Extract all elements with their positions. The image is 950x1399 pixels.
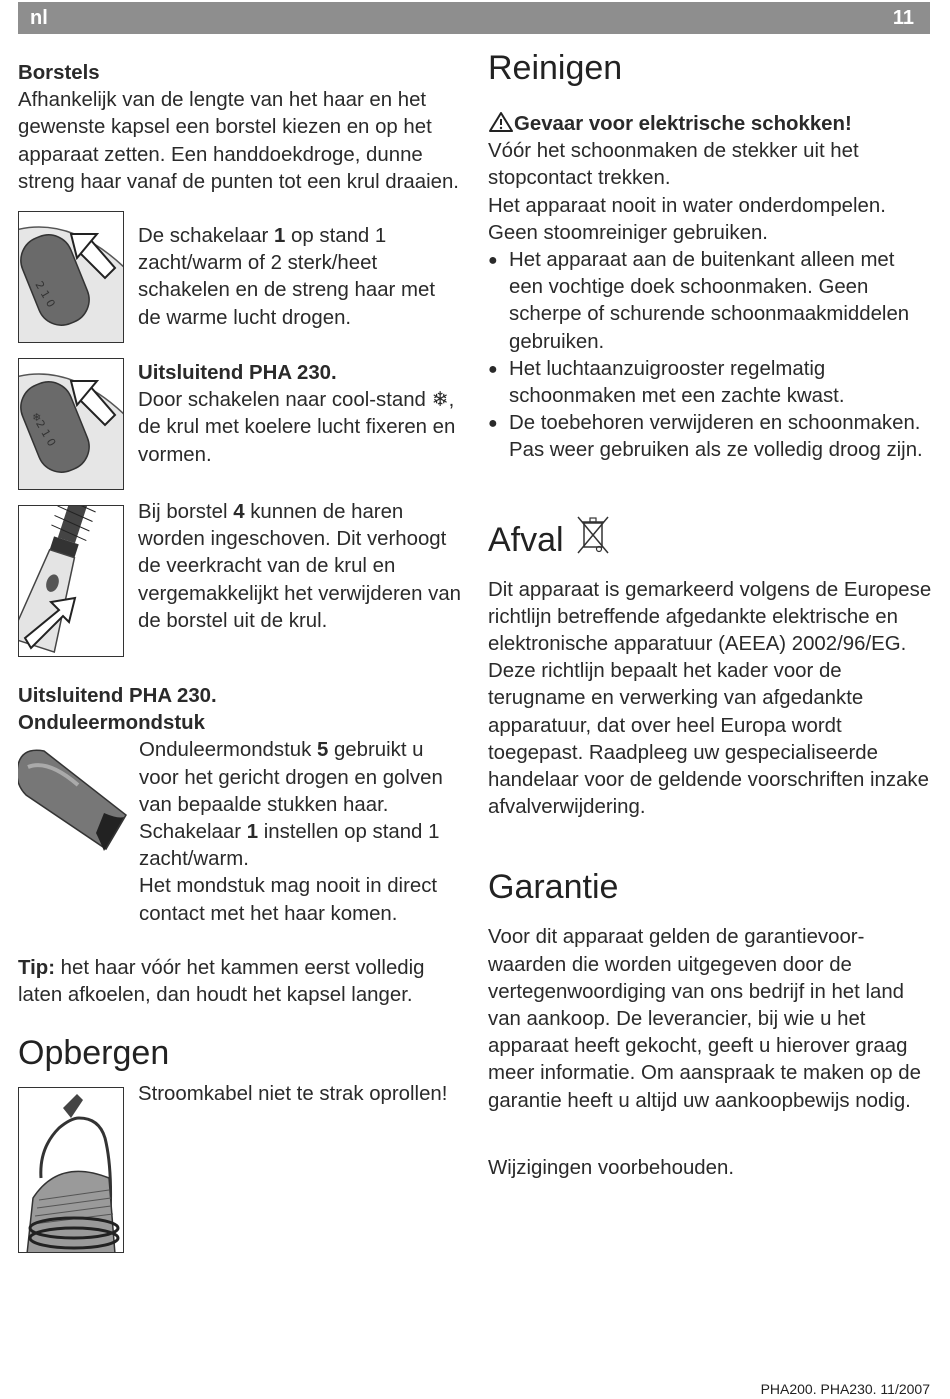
brush-release-illustration-icon bbox=[18, 505, 124, 657]
opbergen-title: Opbergen bbox=[18, 1034, 170, 1073]
language-label: nl bbox=[30, 7, 48, 29]
ondul-title-2: Onduleermondstuk bbox=[18, 712, 205, 735]
step-nozzle bbox=[18, 737, 463, 927]
list-item: ● De toebehoren verwijderen en schoonmaken. Pas weer gebruiken als ze volledig droog zijn. bbox=[488, 410, 933, 464]
step-brush-text-c: kunnen de haren worden ingeschoven. Dit verhoogt de veerkracht van de krul en vergemakkelijkt het verwijderen van de borstel uit de krul. bbox=[138, 501, 461, 632]
ondul-p1 bbox=[139, 737, 463, 819]
reinigen-p1: Vóór het schoonmaken de stekker uit het stopcontact trekken. bbox=[488, 140, 859, 190]
right-column bbox=[488, 48, 933, 1182]
tip-label: Tip: bbox=[18, 956, 55, 979]
nozzle-illustration-icon bbox=[18, 737, 124, 857]
reinigen-title: Reinigen bbox=[488, 49, 623, 87]
step-brush-text-a: Bij borstel bbox=[138, 501, 234, 524]
warning-text: Gevaar voor elektrische schokken! bbox=[514, 113, 852, 135]
ondul-p1-c: gebruikt u voor het gericht drogen en golven van bepaalde stukken haar. bbox=[139, 739, 443, 816]
wijzigingen-text: Wijzigingen voorbehouden. bbox=[488, 1156, 734, 1179]
ondul-p2-a: Schakelaar bbox=[139, 821, 247, 844]
ondul-p2 bbox=[139, 819, 463, 873]
step-storage bbox=[18, 1083, 463, 1253]
step-cool-text-a: Door schakelen naar cool-stand bbox=[138, 389, 432, 412]
step-cool-text-b: , de krul met koelere lucht fixeren en vormen. bbox=[138, 389, 456, 466]
step-switch bbox=[18, 211, 463, 343]
page-number: 11 bbox=[892, 7, 914, 29]
borstels-text: Afhankelijk van de lengte van het haar en het gewenste kapsel een borstel kiezen en op het apparaat zetten. Een handdoekdroge, dunne streng haar vanaf de punten tot een krul draaien. bbox=[18, 89, 459, 193]
list-item: ● Het apparaat aan de buitenkant alleen met een vochtige doek schoonmaken. Geen scherpe of schurende schoonmaakmiddelen gebruiken. bbox=[488, 247, 933, 356]
step-nozzle-text-block bbox=[139, 737, 463, 927]
afval-title bbox=[488, 513, 933, 560]
ondul-p2-c: instellen op stand 1 zacht/warm. bbox=[139, 821, 440, 871]
cable-storage-illustration-icon bbox=[18, 1087, 124, 1253]
warning-line bbox=[488, 111, 933, 138]
step-switch-number: 1 bbox=[274, 225, 286, 248]
left-column bbox=[18, 48, 463, 1253]
svg-text:❄2 1 0: ❄2 1 0 bbox=[28, 410, 59, 449]
ondul-p3: Het mondstuk mag nooit in direct contact met het haar komen. bbox=[139, 875, 438, 925]
ondul-p1-a: Onduleermondstuk bbox=[139, 739, 317, 762]
snowflake-icon: ❄ bbox=[431, 389, 449, 412]
borstels-title: Borstels bbox=[18, 62, 100, 84]
ondul-p1-number: 5 bbox=[316, 739, 329, 762]
afval-title-text: Afval bbox=[488, 520, 564, 559]
warning-triangle-icon bbox=[488, 111, 514, 133]
switch-hand-illustration-icon bbox=[18, 211, 124, 343]
reinigen-list bbox=[488, 247, 933, 465]
step-switch-text-c: op stand 1 zacht/warm of 2 sterk/heet schakelen en de streng haar met de warme lucht drogen. bbox=[138, 225, 435, 329]
step-brush bbox=[18, 501, 463, 657]
page-header bbox=[18, 2, 930, 34]
tip-text bbox=[18, 955, 463, 1009]
page-footer: PHA200. PHA230. 11/2007 bbox=[760, 1381, 930, 1397]
ondul-title-1: Uitsluitend PHA 230. bbox=[18, 685, 217, 708]
step-brush-number: 4 bbox=[233, 501, 245, 524]
step-cool-title: Uitsluitend PHA 230. bbox=[138, 362, 337, 385]
opbergen-text: Stroomkabel niet te strak oprollen! bbox=[138, 1083, 448, 1106]
list-item: ● Het luchtaanzuigrooster regelmatig schoonmaken met een zachte kwast. bbox=[488, 356, 933, 410]
ondul-p2-number: 1 bbox=[246, 821, 259, 844]
step-cool-text bbox=[138, 387, 463, 469]
step-cool bbox=[18, 358, 463, 490]
crossed-bin-icon bbox=[575, 513, 611, 559]
garantie-text: Voor dit apparaat gelden de garantievoor-waarden die worden uitgegeven door de vertegenwoordiging van ons bedrijf in het land van aankoop. De leverancier, bij wie u het apparaat heeft gekocht, geeft u hierover graag meer informatie. Om aanspraak te maken op de garantie heeft u altijd uw aankoopbewijs nodig. bbox=[488, 926, 921, 1112]
cool-switch-illustration-icon bbox=[18, 358, 124, 490]
tip-body: het haar vóór het kammen eerst volledig laten afkoelen, dan houdt het kapsel langer. bbox=[18, 956, 425, 1007]
step-brush-text bbox=[138, 499, 463, 657]
svg-text:2 1 0: 2 1 0 bbox=[32, 279, 58, 310]
afval-text: Dit apparaat is gemarkeerd volgens de Europese richtlijn betreffende afgedankte elektrische en elektronische apparatuur (AEEA) 2002/96/EG. Deze richtlijn bepaalt het kader voor de terugname en verwerking van afgedankte apparatuur, dat over heel Europa wordt toegepast. Raadpleeg uw gespecialiseerde handelaar voor de geldende voorschriften inzake afvalverwijdering. bbox=[488, 578, 932, 819]
step-cool-text-block bbox=[138, 360, 463, 490]
step-switch-text-a: De schakelaar bbox=[138, 225, 275, 248]
step-switch-text bbox=[138, 223, 463, 343]
reinigen-p2: Het apparaat nooit in water onderdompelen. Geen stoomreiniger gebruiken. bbox=[488, 194, 886, 244]
garantie-title: Garantie bbox=[488, 868, 619, 907]
